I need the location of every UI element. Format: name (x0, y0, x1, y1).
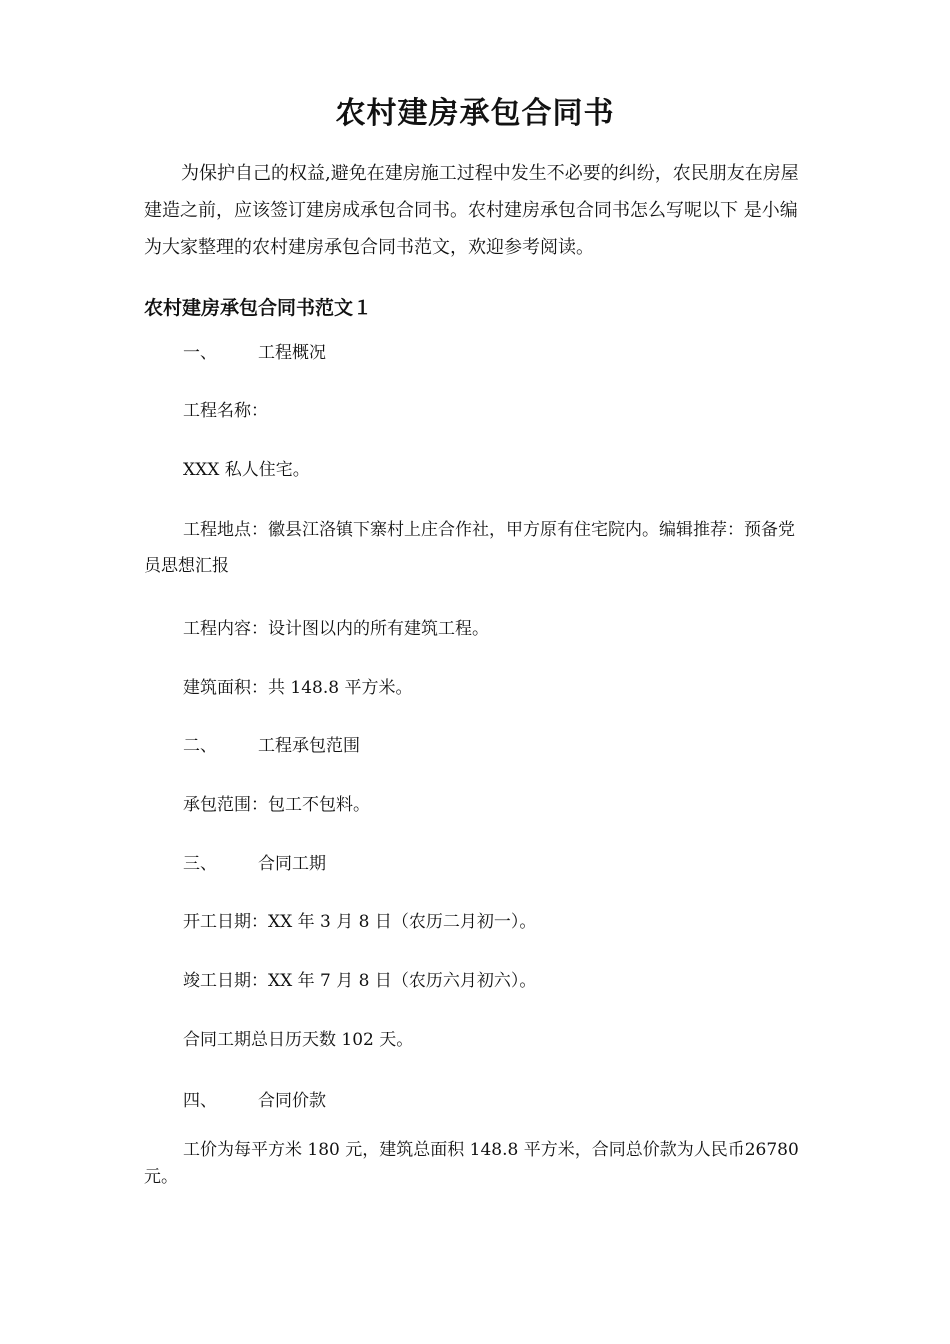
heading-number: 三、 (183, 854, 217, 874)
heading-text: 工程承包范围 (258, 736, 360, 756)
heading-text: 工程概况 (258, 343, 326, 363)
project-name-label: 工程名称： (183, 401, 268, 421)
end-date: 竣工日期：XX 年 7 月 8 日（农历六月初六）。 (183, 971, 537, 991)
project-location: 工程地点：徽县江洛镇下寨村上庄合作社，甲方原有住宅院内。编辑推荐：预备党员思想汇报 (144, 520, 795, 576)
heading-contract-period (183, 852, 326, 876)
heading-number: 二、 (183, 736, 217, 756)
heading-text: 合同价款 (258, 1091, 326, 1111)
total-days: 合同工期总日历天数 102 天。 (183, 1030, 414, 1050)
start-date: 开工日期：XX 年 3 月 8 日（农历二月初一）。 (183, 912, 537, 932)
project-content: 工程内容：设计图以内的所有建筑工程。 (183, 619, 489, 639)
contract-scope: 承包范围：包工不包料。 (183, 795, 370, 815)
intro-paragraph: 为保护自己的权益,避免在建房施工过程中发生不必要的纠纷，农民朋友在房屋建造之前，应该签订建房成承包合同书。农村建房承包合同书怎么写呢以下 是小编为大家整理的农村建房承包合同书范文，欢迎参考阅读。 (144, 163, 799, 258)
building-area: 建筑面积：共 148.8 平方米。 (183, 678, 413, 698)
heading-contract-scope (183, 734, 360, 758)
heading-project-overview (183, 341, 326, 365)
contract-price: 工价为每平方米 180 元，建筑总面积 148.8 平方米，合同总价款为人民币26780 元。 (144, 1140, 799, 1187)
heading-number: 四、 (183, 1091, 217, 1111)
heading-text: 合同工期 (258, 854, 326, 874)
document-title: 农村建房承包合同书 (335, 96, 615, 131)
heading-contract-price (183, 1089, 326, 1113)
section-title: 农村建房承包合同书范文１ (144, 297, 373, 319)
project-name-value: XXX 私人住宅。 (183, 460, 310, 480)
heading-number: 一、 (183, 343, 217, 363)
